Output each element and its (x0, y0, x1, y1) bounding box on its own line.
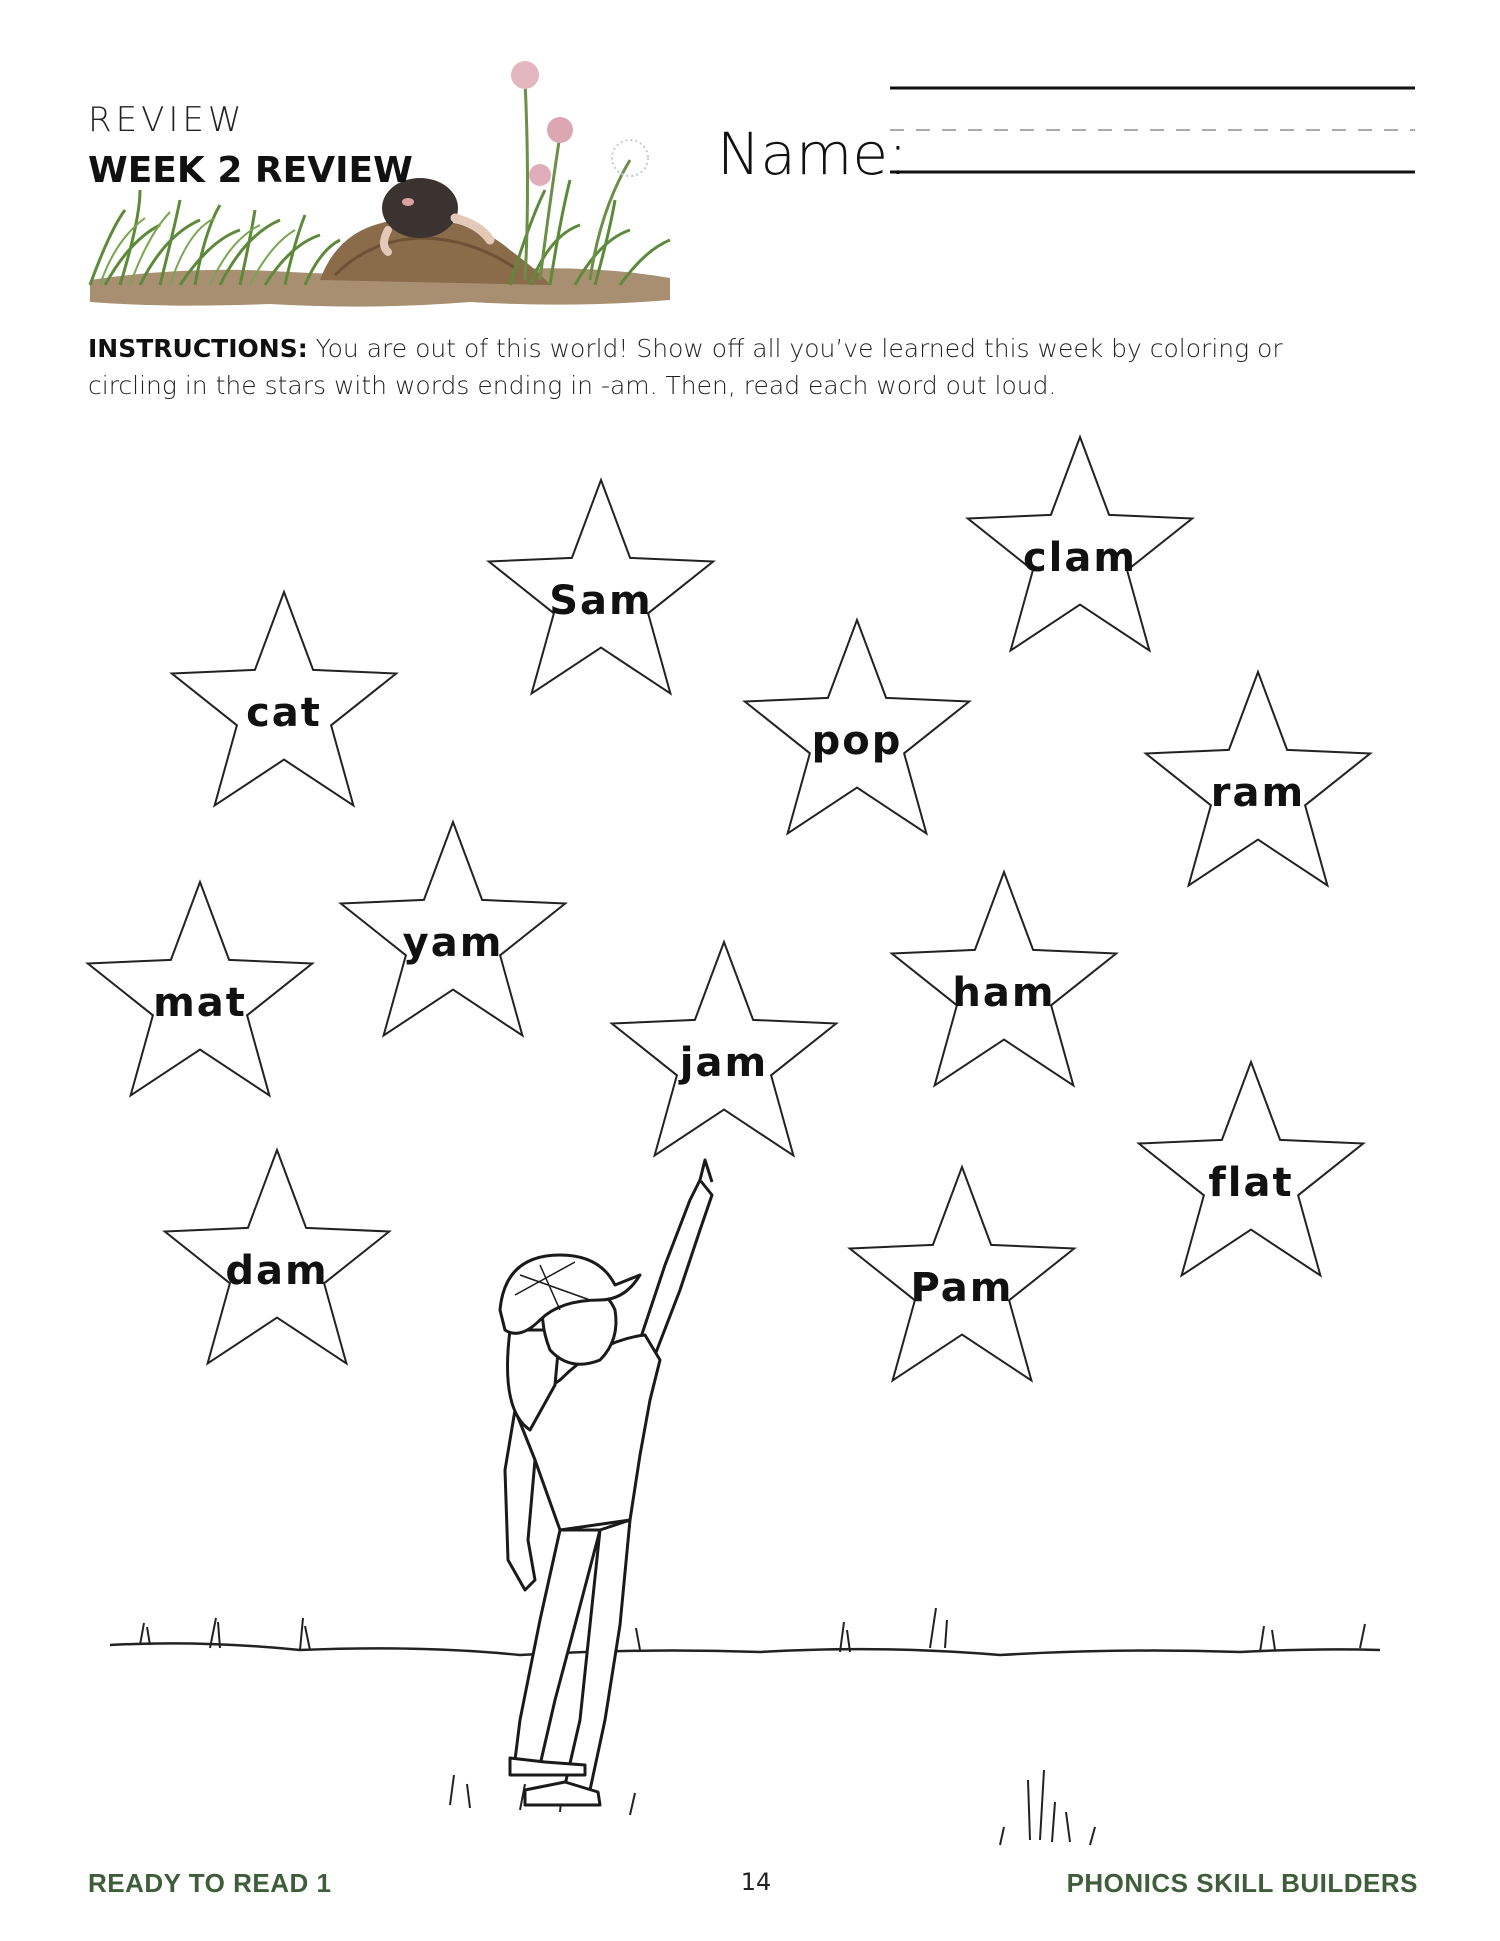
star-word: flat (1208, 1160, 1294, 1206)
star-word: pop (811, 718, 903, 764)
star-word: Pam (910, 1265, 1014, 1311)
star-word: yam (402, 920, 504, 966)
star-word: mat (153, 980, 247, 1026)
footer-series-title: READY TO READ 1 (88, 1868, 332, 1898)
page-title: WEEK 2 REVIEW (88, 150, 413, 191)
star-word: cat (246, 690, 322, 736)
star-word: clam (1022, 535, 1138, 581)
child-figure (500, 1160, 712, 1805)
instructions-label: INSTRUCTIONS: (88, 334, 308, 363)
instructions-text: You are out of this world! Show off all you’ve learned this week by coloring or circling in the stars with words ending in -am. Then, read each word out loud. (88, 334, 1283, 400)
star-word: ham (952, 970, 1056, 1016)
star-word: Sam (549, 578, 653, 624)
footer-book-title: PHONICS SKILL BUILDERS (1066, 1868, 1418, 1898)
section-eyebrow: REVIEW (88, 100, 246, 140)
star-word: jam (679, 1040, 769, 1086)
page-number: 14 (740, 1868, 772, 1896)
name-label: Name: (717, 120, 908, 188)
star-word: ram (1210, 770, 1306, 816)
star-word: dam (225, 1248, 329, 1294)
